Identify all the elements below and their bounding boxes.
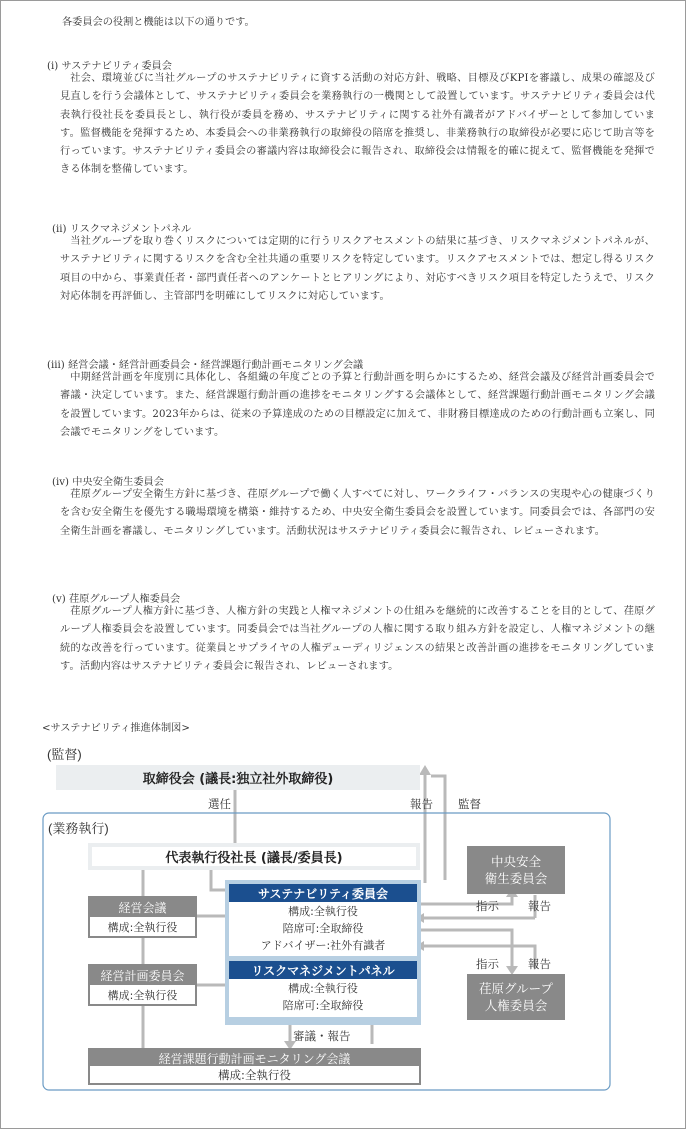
sust-committee-box xyxy=(229,884,417,956)
instruct-1-label: 指示 xyxy=(476,901,499,913)
mgmt-meeting-comp: 構成:全執行役 xyxy=(90,917,195,936)
safety-committee-label: 中央安全 衛生委員会 xyxy=(484,854,548,886)
report-label: 報告 xyxy=(410,799,433,811)
deliberate-label: 審議・報告 xyxy=(293,1031,351,1043)
report-1-label: 報告 xyxy=(528,901,551,913)
section-1-body: 社会、環境並びに当社グループのサステナビリティに資する活動の対応方針、戦略、目標及びKPIを審議し、成果の確認及び見直しを行う会議体として、サステナビリティ委員会を業務執行の一機関として設置しています。サステナビリティ委員会は代表執行役社長を委員長とし、執行役が委員を務め、サステナビリティに関する社外有識者がアドバイザーとして参加しています。監督機能を発揮するため、本委員会への非業務執行の取締役の陪席を推奨し、非業務執行の取締役が必要に応じて助言等を行っています。サステナビリティ委員会の審議内容は取締役会に報告され、取締役会は情報を的確に捉えて、監督機能を発揮できる体制を整備しています。 xyxy=(60,73,655,176)
section-4-heading: (iv) 中央安全衛生委員会 xyxy=(52,477,164,488)
safety-committee-box xyxy=(467,846,565,894)
instruct-2-label: 指示 xyxy=(476,959,499,971)
section-1-heading: (i) サステナビリティ委員会 xyxy=(47,61,172,72)
center-group-frame xyxy=(225,880,421,1025)
sust-attend: 陪席可:全取締役 xyxy=(282,921,364,935)
board-label: 取締役会 (議長:独立社外取締役) xyxy=(142,772,334,787)
ceo-box xyxy=(88,843,420,870)
risk-attend: 陪席可:全取締役 xyxy=(282,998,364,1012)
section-3-heading: (iii) 経営会議・経営計画委員会・経営課題行動計画モニタリング会議 xyxy=(47,360,364,371)
section-4-body: 荏原グループ安全衛生方針に基づき、荏原グループで働く人すべてに対し、ワークライフ・バランスの実現や心の健康づくりを含む安全衛生を優先する職場環境を構築・維持するため、中央安全衛生委員会を設置しています。同委員会では、各部門の安全衛生計画を審議し、モニタリングしています。活動状況はサステナビリティ委員会に報告され、レビューされます。 xyxy=(60,489,655,537)
mgmt-meeting-box xyxy=(88,896,197,938)
report-2-label: 報告 xyxy=(528,959,551,971)
monitoring-title: 経営課題行動計画モニタリング会議 xyxy=(158,1051,351,1066)
monitoring-comp: 構成:全執行役 xyxy=(90,1066,419,1083)
execution-label: (業務執行) xyxy=(48,821,109,836)
board-box xyxy=(56,765,420,790)
hr-committee-label: 荏原グループ 人権委員会 xyxy=(478,981,553,1013)
section-3-body: 中期経営計画を年度別に具体化し、各組織の年度ごとの予算と行動計画を明らかにするため、経営会議及び経営計画委員会で審議・決定しています。また、経営課題行動計画の進捗をモニタリングする会議体として、経営課題行動計画モニタリング会議を設置しています。2023年からは、従来の予算達成のための目標設定に加えて、非財務目標達成のための行動計画も立案し、同会議でモニタリングをしています。 xyxy=(60,372,655,438)
mgmt-meeting-title: 経営会議 xyxy=(118,901,167,915)
plan-committee-comp: 構成:全執行役 xyxy=(90,985,195,1004)
oversee-label: 監督 xyxy=(458,799,481,811)
intro-text: 各委員会の役割と機能は以下の通りです。 xyxy=(62,17,255,28)
supervision-label: (監督) xyxy=(47,747,82,762)
line-oversee xyxy=(431,776,445,880)
sust-advisor: アドバイザー:社外有識者 xyxy=(260,938,386,952)
risk-panel-title: リスクマネジメントパネル xyxy=(229,961,417,979)
plan-committee-box xyxy=(88,964,197,1006)
diagram-caption: <サステナビリティ推進体制図> xyxy=(42,723,190,734)
section-5-body: 荏原グループ人権方針に基づき、人権方針の実践と人権マネジメントの仕組みを継続的に改善することを目的として、荏原グループ人権委員会を設置しています。同委員会では当社グループの人権に関する取り組み方針を設定し、人権マネジメントの継続的な改善を行っています。従業員とサプライヤの人権デューディリジェンスの結果と改善計画の進捗をモニタリングしています。活動内容はサステナビリティ委員会に報告され、レビューされます。 xyxy=(60,606,655,672)
section-2-heading: (ii) リスクマネジメントパネル xyxy=(52,224,192,235)
sust-comp: 構成:全執行役 xyxy=(288,904,358,918)
ceo-label: 代表執行役社長 (議長/委員長) xyxy=(165,851,343,866)
monitoring-box xyxy=(88,1048,421,1085)
risk-panel-box xyxy=(229,961,417,1017)
elect-label: 選任 xyxy=(208,799,231,811)
sust-committee-title: サステナビリティ委員会 xyxy=(229,884,417,902)
risk-comp: 構成:全執行役 xyxy=(288,981,358,995)
section-5-heading: (v) 荏原グループ人権委員会 xyxy=(52,594,181,605)
section-2-body: 当社グループを取り巻くリスクについては定期的に行うリスクアセスメントの結果に基づき、リスクマネジメントパネルが、サステナビリティに関するリスクを含む全社共通の重要リスクを特定しています。リスクアセスメントでは、想定し得るリスク項目の中から、事業責任者・部門責任者へのアンケートとヒアリングにより、対応すべきリスク項目を特定したうえで、リスク対応体制を再評価し、主管部門を明確にしてリスクに対応しています。 xyxy=(60,236,655,302)
plan-committee-title: 経営計画委員会 xyxy=(100,969,185,983)
hr-committee-box xyxy=(467,974,565,1020)
